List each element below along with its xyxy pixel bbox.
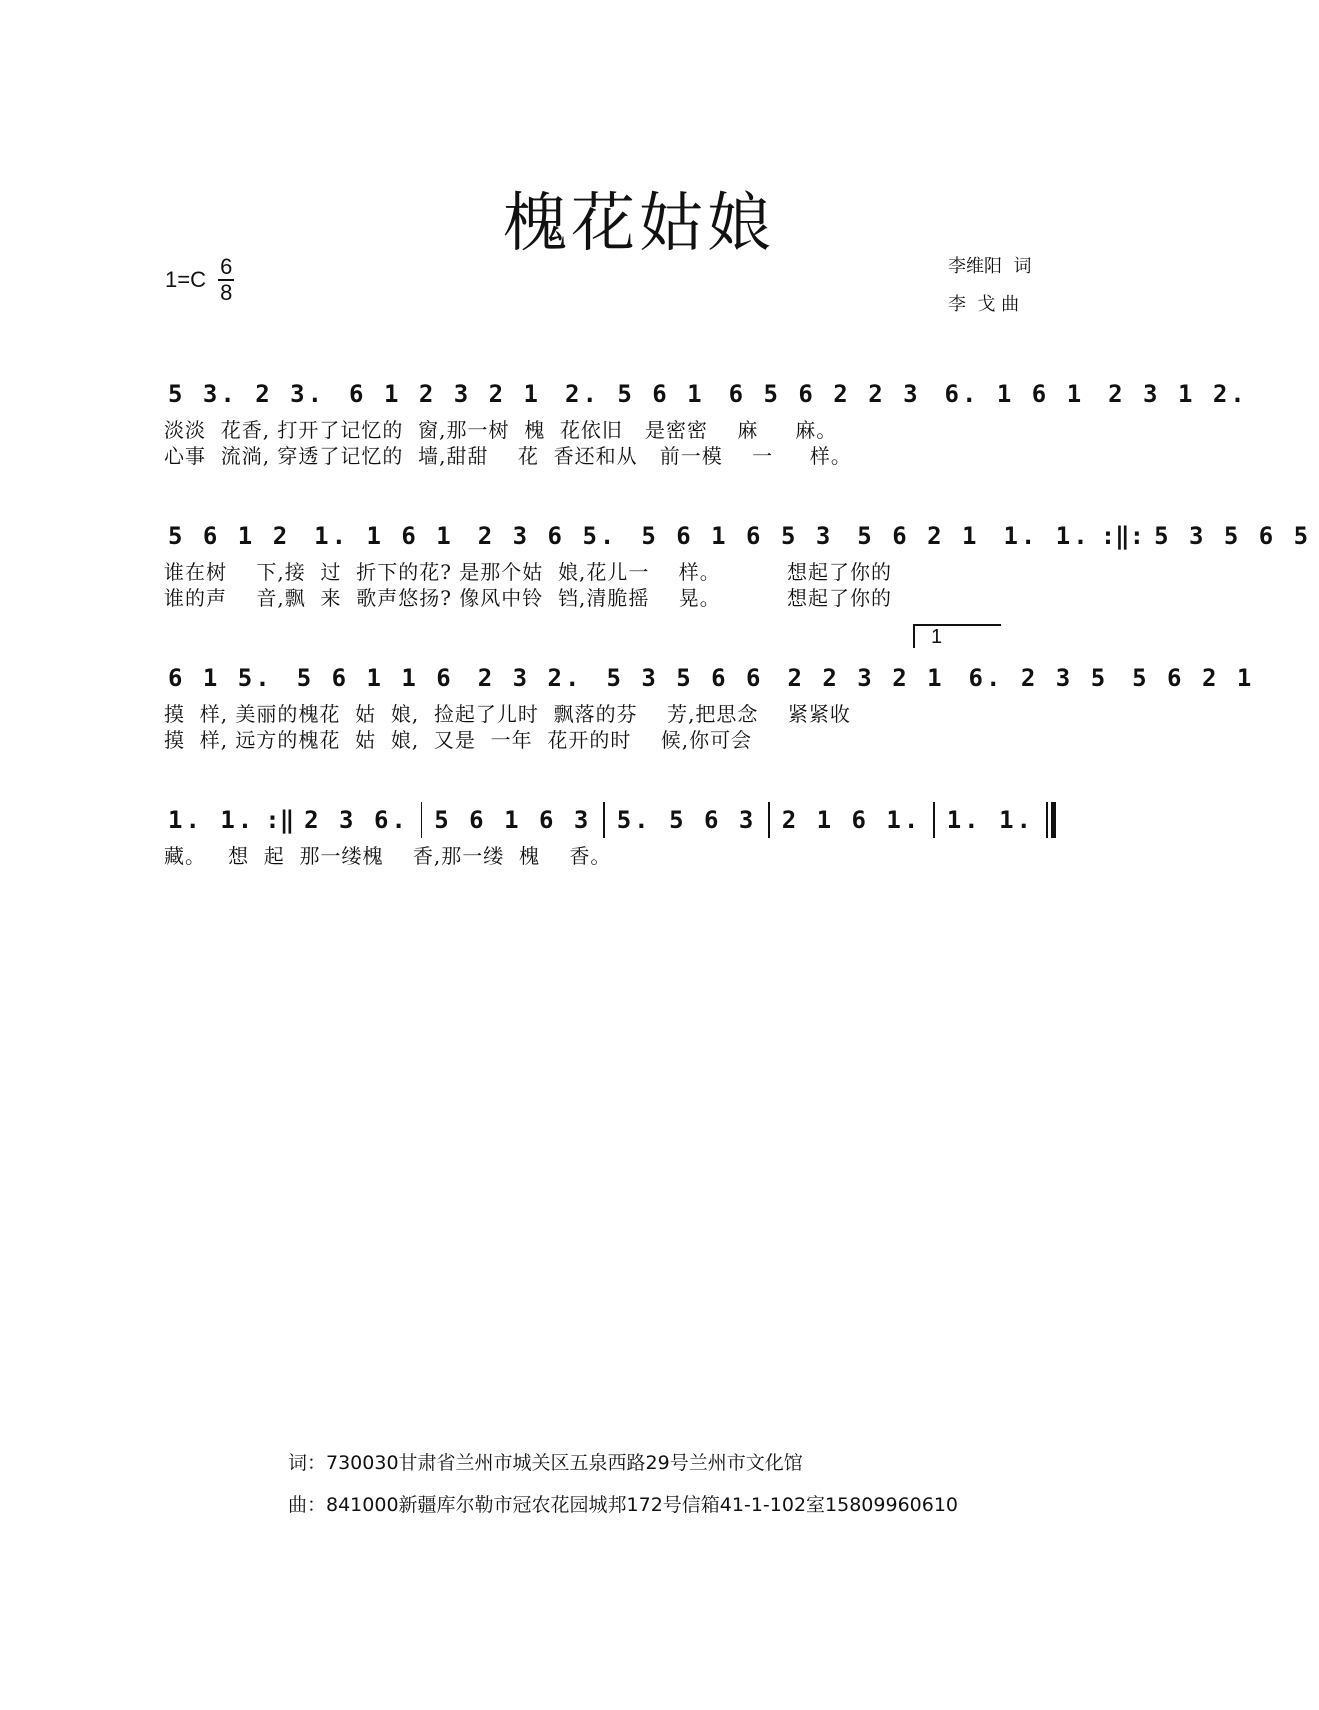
- score-line-3: [160, 655, 1255, 753]
- lyricist-credit: 李维阳 词: [948, 256, 1032, 277]
- measure: 6. 1 6 1: [944, 380, 1085, 408]
- measure: 6 1 5.: [168, 664, 273, 692]
- measure: 2 3 1 2.: [1108, 380, 1248, 408]
- measure: 5 3. 2 3.: [168, 380, 326, 408]
- lyrics-verse-1: 摸 样, 美丽的槐花 姑 娘, 捡起了儿时 飘落的芬 芳,把思念 紧紧收: [164, 702, 851, 726]
- repeat-end-sign: :‖: [265, 806, 295, 834]
- lyricist-address: 词：730030甘肃省兰州市城关区五泉西路29号兰州市文化馆: [288, 1452, 803, 1474]
- measure: 5 3 5 6 5: [1154, 522, 1312, 550]
- time-signature: [218, 255, 234, 305]
- measure: 5 6 2 1: [857, 522, 980, 550]
- composer-address: 曲：841000新疆库尔勒市冠农花园城邦172号信箱41-1-102室15809960610: [288, 1494, 959, 1516]
- measure: 6 5 6 2 2 3: [728, 380, 921, 408]
- measure: 1. 1 6 1: [314, 522, 454, 550]
- notes-row: [160, 513, 1312, 559]
- measure: 5 6 1 6 5 3: [641, 522, 834, 550]
- notes-row: [160, 371, 1248, 417]
- time-bottom: 8: [220, 280, 233, 305]
- measure: 6. 2 3 5: [968, 664, 1109, 692]
- lyrics-verse-1: 藏。 想 起 那一缕槐 香,那一缕 槐 香。: [164, 844, 612, 868]
- barline: [933, 802, 934, 838]
- measure: 5 3 5 6 6: [606, 664, 764, 692]
- key-label: 1=C: [165, 267, 206, 292]
- measure: 2 3 6 5.: [477, 522, 618, 550]
- score-line-1: [160, 371, 1248, 469]
- volta-bracket: 1: [913, 624, 1001, 648]
- barline: [603, 802, 604, 838]
- final-barline: [1046, 802, 1056, 838]
- measure: 2 3 6.: [304, 806, 409, 834]
- measure: 2 2 3 2 1: [787, 664, 945, 692]
- score-line-2: [160, 513, 1312, 611]
- measure: 5 6 1 2: [168, 522, 291, 550]
- measure: 2 1 6 1.: [781, 806, 922, 834]
- measure: 5 6 1 1 6: [296, 664, 454, 692]
- key-signature: [165, 255, 234, 305]
- lyrics-verse-2: 谁的声 音,飘 来 歌声悠扬? 像风中铃 铛,清脆摇 晃。 想起了你的: [164, 586, 893, 610]
- lyrics-verse-1: 谁在树 下,接 过 折下的花? 是那个姑 娘,花儿一 样。 想起了你的: [164, 560, 893, 584]
- measure: 6 1 2 3 2 1: [349, 380, 541, 408]
- measure: 5 6 1 6 3: [434, 806, 592, 834]
- lyrics-verse-2: 心事 流淌, 穿透了记忆的 墙,甜甜 花 香还和从 前一模 一 样。: [164, 444, 852, 468]
- barline: [768, 802, 769, 838]
- measure: 2 3 2.: [477, 664, 583, 692]
- measure: 2. 5 6 1: [565, 380, 705, 408]
- page-title: 槐花姑娘: [503, 187, 775, 261]
- measure: 1. 1.: [946, 806, 1034, 834]
- repeat-end-sign: :‖:: [1100, 522, 1145, 550]
- score-line-4: [160, 797, 1060, 869]
- time-top: 6: [220, 254, 233, 279]
- measure: 5 6 2 1: [1132, 664, 1255, 692]
- measure: 5. 5 6 3: [616, 806, 757, 834]
- composer-credit: 李 戈 曲: [948, 294, 1020, 315]
- lyrics-verse-2: 摸 样, 远方的槐花 姑 娘, 又是 一年 花开的时 候,你可会: [164, 728, 753, 752]
- notes-row: [160, 655, 1255, 701]
- lyrics-verse-1: 淡淡 花香, 打开了记忆的 窗,那一树 槐 花依旧 是密密 麻 麻。: [164, 418, 838, 442]
- measure: 1. 1.: [168, 806, 256, 834]
- notes-row: [160, 797, 1060, 843]
- measure: 1. 1.: [1003, 522, 1091, 550]
- barline: [421, 802, 422, 838]
- credits: [948, 248, 1031, 324]
